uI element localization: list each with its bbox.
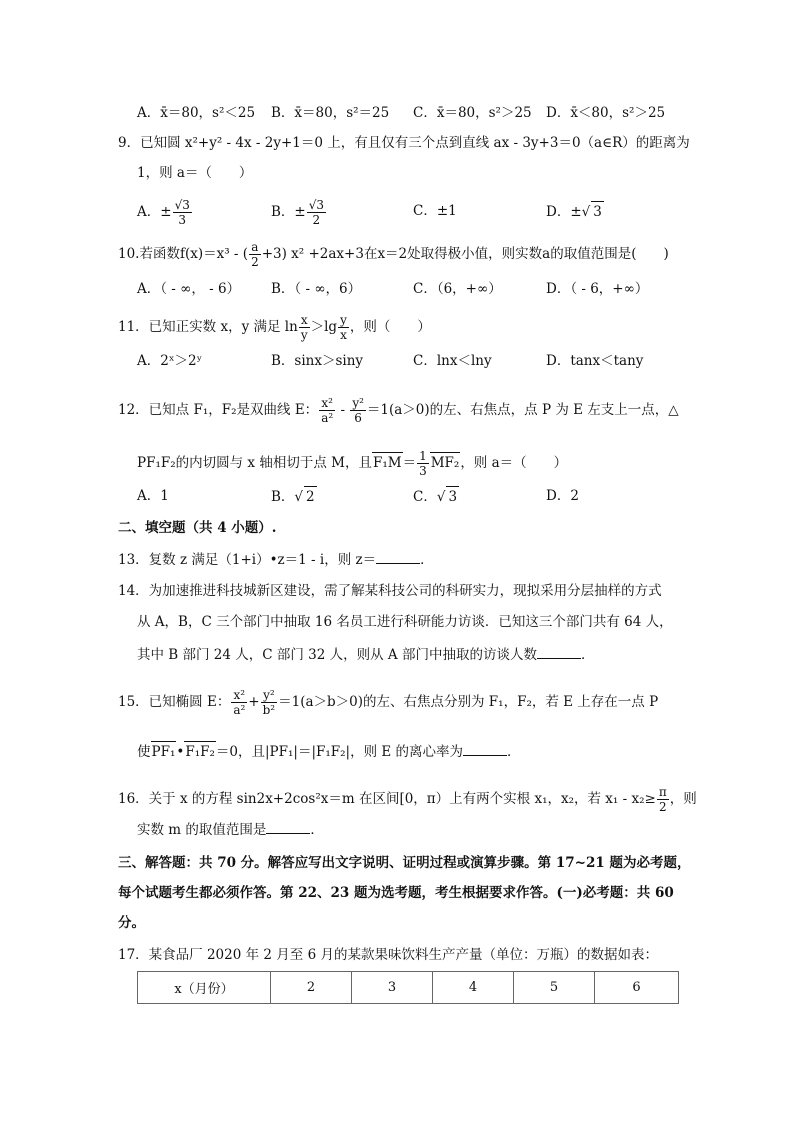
q9-option-d: D．±√ 3 — [546, 201, 604, 222]
vector-f1f2: F₁F₂ — [184, 741, 216, 762]
q8-option-c: C．x̄＝80，s²＞25 — [413, 105, 532, 121]
vector-f1m: F₁M — [372, 452, 403, 473]
q15-answer-blank — [463, 741, 507, 756]
q10-stem: 10.若函数f(x)＝x³ - ( $\frac{a}{2}$ +3) x² +2ax+3在x＝2处取得极小值，则实数a的取值范围是( ) — [118, 240, 669, 269]
q9-stem-line2: 1，则 a＝（ ） — [137, 165, 253, 181]
q16-answer-blank — [266, 819, 310, 834]
q10-option-a: A．（ - ∞， - 6） — [137, 281, 241, 297]
q8-option-b: B．x̄＝80，s²＝25 — [271, 105, 390, 121]
q16-stem-line2: 实数 m 的取值范围是 ． — [137, 819, 324, 840]
table-cell: 6 — [595, 972, 679, 1004]
q10-option-d: D．（ - 6，+∞） — [546, 281, 649, 297]
q12-option-b: B．√ 2 — [271, 486, 317, 507]
vector-pf1: PF₁ — [151, 741, 177, 762]
section-3-line3: 分。 — [118, 915, 145, 931]
section-3-line2: 每个试题考生都必须作答。第 22、23 题为选考题，考生根据要求作答。(一)必考题：共 60 — [118, 885, 674, 901]
q12-option-a: A．1 — [137, 488, 169, 504]
vector-mf2: MF₂ — [430, 452, 461, 473]
q12-option-c: C．√ 3 — [413, 486, 459, 507]
table-cell: 2 — [271, 972, 352, 1004]
section-2-heading: 二、填空题（共 4 小题）. — [118, 520, 277, 536]
q9-option-c: C．±1 — [413, 203, 457, 219]
q10-option-c: C．（6，+∞） — [413, 281, 502, 297]
q17-stem: 17．某食品厂 2020 年 2 月至 6 月的某款果味饮料生产产量（单位：万瓶）的数据如表： — [118, 947, 658, 963]
q8-option-a: A．x̄＝80，s²＜25 — [137, 105, 256, 121]
q14-line3: 其中 B 部门 24 人，C 部门 32 人，则从 A 部门中抽取的访谈人数 ． — [137, 644, 594, 665]
section-3-line1: 三、解答题：共 70 分。解答应写出文字说明、证明过程或演算步骤。第 17~21 题为必考题， — [118, 855, 691, 871]
q14-line1: 14．为加速推进科技城新区建设，需了解某科技公司的科研实力，现拟采用分层抽样的方式 — [118, 583, 662, 599]
q12-option-d: D．2 — [546, 488, 579, 504]
q12-stem-line2: PF₁F₂的内切圆与 x 轴相切于点 M，且F₁M＝ $\frac{1}{3}$ MF₂，则 a＝（ ） — [137, 449, 568, 478]
q12-stem-line1: 12．已知点 F₁，F₂是双曲线 E： $\frac{\text{x²}}{\text{a²}}$ - $\frac{\text{y²}}{6}$ ＝1(a＞0)的左、右焦点，点 P 为 E 左支上一点，△ — [118, 396, 679, 425]
q15-stem-line2: 使PF₁•F₁F₂＝0，且|PF₁|＝|F₁F₂|，则 E 的离心率为 ． — [137, 741, 521, 762]
table-cell: 5 — [514, 972, 595, 1004]
table-cell: 4 — [433, 972, 514, 1004]
q9-option-b: B．± $\frac{√3}{2}$ — [271, 198, 325, 227]
q11-stem: 11．已知正实数 x，y 满足 ln $\frac{x}{y}$ ＞lg $\frac{y}{x}$ ，则（ ） — [118, 313, 431, 342]
q10-option-b: B．（ - ∞，6） — [271, 281, 362, 297]
q11-option-b: B．sinx＞siny — [271, 353, 364, 369]
table-header-cell: x（月份） — [138, 972, 271, 1004]
q9-option-a: A．± $\frac{√3}{3}$ — [137, 198, 190, 227]
q15-stem-line1: 15．已知椭圆 E： $\frac{\text{x²}}{\text{a²}}$ + $\frac{\text{y²}}{\text{b²}}$ ＝1(a＞b＞0)的左、右焦点分别为 F₁，F₂，若 E 上存在一点 P — [118, 688, 659, 717]
table-row — [138, 972, 679, 1004]
q14-line2: 从 A，B，C 三个部门中抽取 16 名员工进行科研能力访谈．已知这三个部门共有 64 人， — [137, 614, 673, 630]
q16-stem-line1: 16．关于 x 的方程 sin2x+2cos²x＝m 在区间[0，π）上有两个实根 x₁，x₂，若 x₁ - x₂≥ $\frac{\pi}{2}$ ，则 — [118, 785, 697, 814]
table-cell: 3 — [352, 972, 433, 1004]
q13-answer-blank — [376, 549, 420, 564]
q11-option-a: A．2ˣ＞2ʸ — [137, 353, 203, 369]
q13-stem: 13．复数 z 满足（1+i）•z＝1 - i，则 z＝ ． — [118, 549, 434, 570]
q17-data-table — [137, 971, 679, 1004]
q14-answer-blank — [537, 644, 581, 659]
q9-stem-line1: 9．已知圆 x²+y² - 4x - 2y+1＝0 上，有且仅有三个点到直线 ax - 3y+3＝0（a∈R）的距离为 — [118, 135, 690, 151]
q11-option-d: D．tanx＜tany — [546, 353, 644, 369]
q11-option-c: C．lnx＜lny — [413, 353, 492, 369]
q8-option-d: D．x̄＜80，s²＞25 — [546, 105, 666, 121]
